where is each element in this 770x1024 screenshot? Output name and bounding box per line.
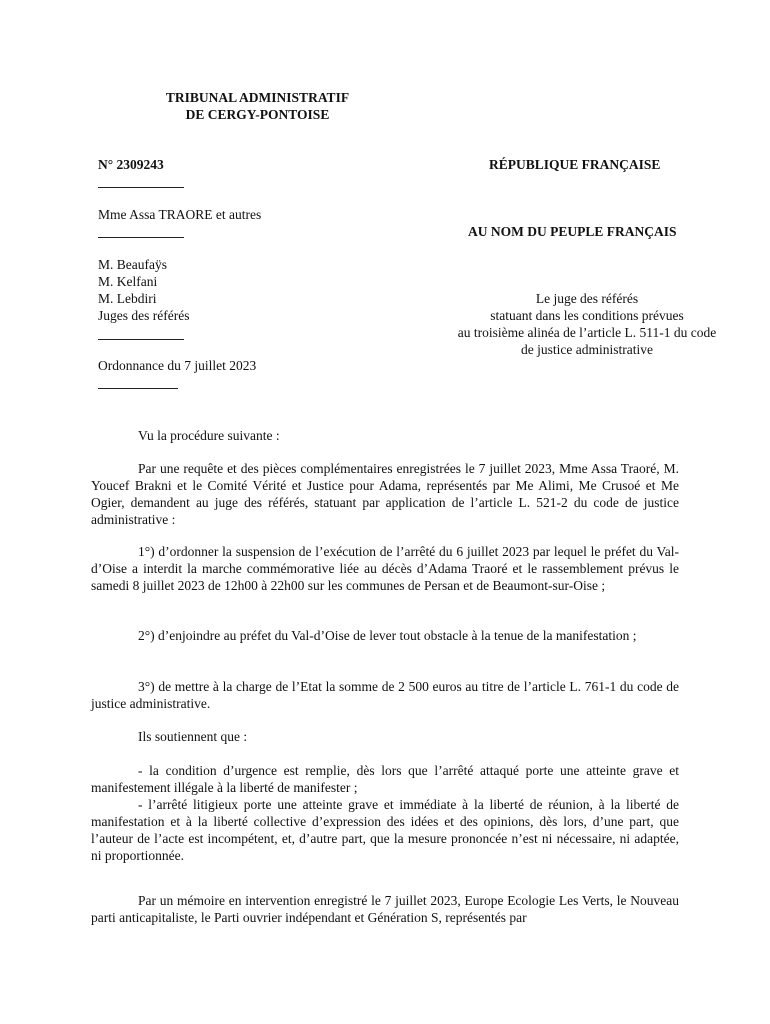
paragraph-moyen-atteinte: - l’arrêté litigieux porte une atteinte grave et immédiate à la liberté de réunion, à la liberté de manifestation et à la liberté collective d’expression des idées et des opinions, dès lors, d’une part, que l’auteur de l’acte est incompétent, et, d’autre part, que la mesure prononcée n’est ni nécessaire, ni adaptée, ni proportionnée. (91, 797, 679, 863)
paragraph-conclusion-2: 2°) d’enjoindre au préfet du Val-d’Oise de lever tout obstacle à la tenue de la manifestation ; (138, 628, 637, 643)
judges-title: Juges des référés (98, 308, 190, 323)
juge-block-line: Le juge des référés (535, 291, 639, 306)
paragraph-conclusion-3: 3°) de mettre à la charge de l’Etat la somme de 2 500 euros au titre de l’article L. 761-1 du code de justice administrative. (91, 679, 679, 711)
juge-block-line: de justice administrative (521, 342, 653, 357)
case-number: N° 2309243 (98, 157, 164, 172)
paragraph-moyen-urgence: - la condition d’urgence est remplie, dès lors que l’arrêté attaqué porte une atteinte grave et manifestement illégale à la liberté de manifester ; (91, 763, 679, 795)
juge-block-line: statuant dans les conditions prévues (490, 308, 684, 323)
paragraph-intervention: Par un mémoire en intervention enregistré le 7 juillet 2023, Europe Ecologie Les Verts, le Nouveau parti anticapitaliste, le Parti ouvrier indépendant et Génération S, représentés par (91, 893, 679, 925)
paragraph-vu: Vu la procédure suivante : (138, 428, 280, 443)
paragraph-requete: Par une requête et des pièces complémentaires enregistrées le 7 juillet 2023, Mme Assa Traoré, M. Youcef Brakni et le Comité Vérité et Justice pour Adama, représentés par Me Alimi, Me Crusoé et Me Ogier, demandent au juge des référés, statuant par application de l’article L. 521-2 du code de justice administrative : (91, 461, 679, 527)
court-name-line2: DE CERGY-PONTOISE (185, 107, 330, 122)
juge-block-line: au troisième alinéa de l’article L. 511-1 du code (457, 325, 717, 340)
separator-rule (98, 237, 184, 238)
judges-list (98, 256, 189, 324)
judge-name: M. Lebdiri (98, 291, 157, 306)
judge-name: M. Kelfani (98, 274, 158, 289)
separator-rule (98, 388, 178, 389)
separator-rule (98, 339, 184, 340)
paragraph-ils-soutiennent: Ils soutiennent que : (138, 729, 248, 744)
court-name-line1: TRIBUNAL ADMINISTRATIF (165, 90, 350, 105)
parties: Mme Assa TRAORE et autres (98, 207, 262, 222)
juge-block (432, 290, 742, 358)
republic-heading: RÉPUBLIQUE FRANÇAISE (489, 157, 661, 172)
judge-name: M. Beaufaÿs (98, 257, 167, 272)
ordonnance-date: Ordonnance du 7 juillet 2023 (98, 358, 257, 373)
au-nom-heading: AU NOM DU PEUPLE FRANÇAIS (468, 224, 677, 239)
paragraph-conclusion-1: 1°) d’ordonner la suspension de l’exécution de l’arrêté du 6 juillet 2023 par lequel le préfet du Val-d’Oise a interdit la marche commémorative liée au décès d’Adama Traoré et le rassemblement prévus le samedi 8 juillet 2023 de 12h00 à 22h00 sur les communes de Persan et de Beaumont-sur-Oise ; (91, 544, 679, 593)
separator-rule (98, 187, 184, 188)
court-name (150, 89, 365, 123)
